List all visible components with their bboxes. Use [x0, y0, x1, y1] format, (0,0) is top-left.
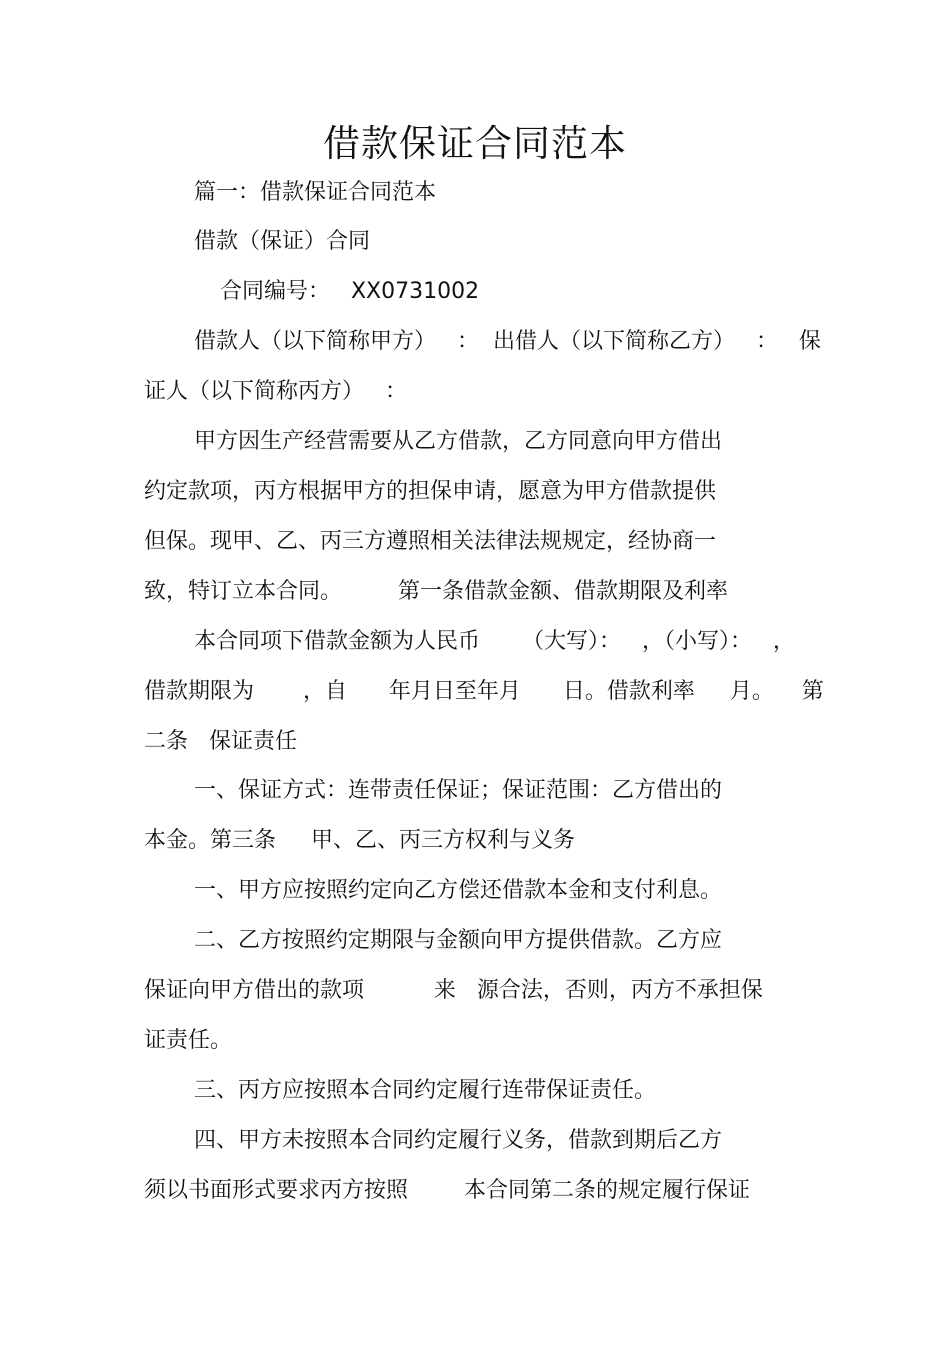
line-preamble-4: 致，特订立本合同。 第一条借款金额、借款期限及利率: [144, 579, 728, 604]
line-article3-3: 保证向甲方借出的款项 来 源合法，否则，丙方不承担保: [144, 978, 763, 1003]
line-parties-1: 借款人（以下简称甲方） ： 出借人（以下简称乙方） ： 保: [194, 329, 821, 354]
line-parties-2: 证人（以下简称丙方） ：: [144, 379, 407, 404]
line-article3-7: 须以书面形式要求丙方按照 本合同第二条的规定履行保证: [144, 1178, 750, 1203]
line-article2-1: 一、保证方式：连带责任保证；保证范围：乙方借出的: [194, 778, 723, 803]
line-article3-6: 四、甲方未按照本合同约定履行义务，借款到期后乙方: [194, 1128, 723, 1153]
line-article1-1: 本合同项下借款金额为人民币 （大写）： ，（小写）： ，: [194, 629, 795, 654]
line-article2-2: 本金。第三条 甲、乙、丙三方权利与义务: [144, 828, 575, 853]
line-article3-4: 证责任。: [144, 1028, 233, 1053]
line-contract-name: 借款（保证）合同: [194, 229, 371, 254]
line-preamble-1: 甲方因生产经营需要从乙方借款，乙方同意向甲方借出: [194, 429, 723, 454]
line-article3-1: 一、甲方应按照约定向乙方偿还借款本金和支付利息。: [194, 878, 723, 903]
line-article3-2: 二、乙方按照约定期限与金额向甲方提供借款。乙方应: [194, 928, 723, 953]
line-article1-2: 借款期限为 ，自 年月日至年月 日。借款利率 月。 第: [144, 679, 824, 704]
line-preamble-3: 但保。现甲、乙、丙三方遵照相关法律法规规定，经协商一: [144, 529, 717, 554]
line-article3-5: 三、丙方应按照本合同约定履行连带保证责任。: [194, 1078, 657, 1103]
line-article2-heading: 二条 保证责任: [144, 729, 297, 754]
line-contract-number: 合同编号： XX0731002: [220, 279, 480, 304]
line-preamble-2: 约定款项，丙方根据甲方的担保申请，愿意为甲方借款提供: [144, 479, 717, 504]
line-section-heading: 篇一：借款保证合同范本: [194, 180, 437, 205]
document-title: 借款保证合同范本: [323, 122, 627, 165]
